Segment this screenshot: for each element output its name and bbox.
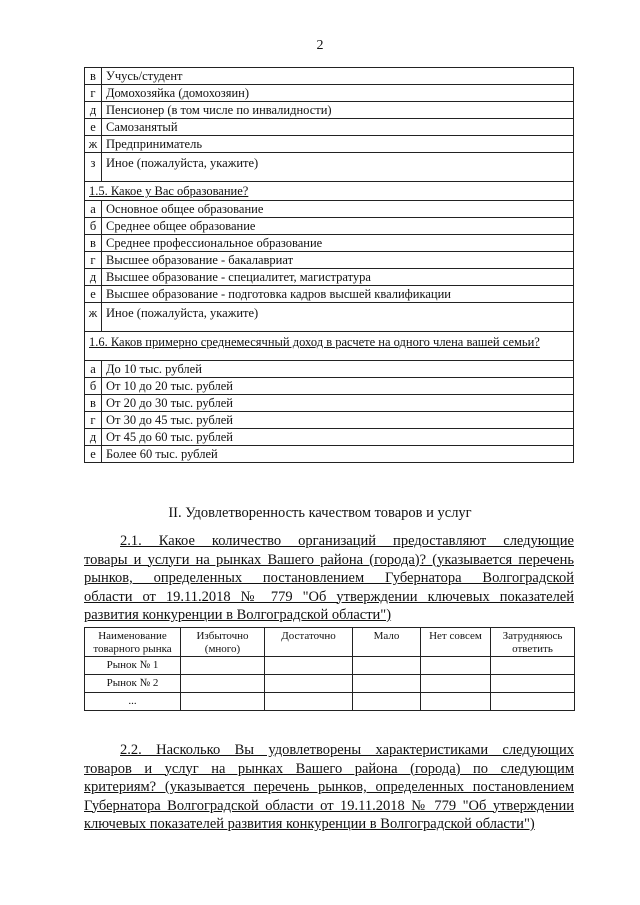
answer-cell[interactable]: [181, 693, 265, 711]
column-header: Наименование товарного рынка: [85, 628, 181, 657]
answer-cell[interactable]: [353, 675, 421, 693]
answer-cell[interactable]: [353, 657, 421, 675]
option-text: Иное (пожалуйста, укажите): [102, 153, 574, 182]
answer-cell[interactable]: [181, 675, 265, 693]
option-letter: ж: [85, 303, 102, 332]
column-header: Затрудняюсь ответить: [491, 628, 575, 657]
option-text: Основное общее образование: [102, 201, 574, 218]
option-row[interactable]: [85, 286, 574, 303]
option-row[interactable]: [85, 201, 574, 218]
option-row[interactable]: [85, 361, 574, 378]
option-row[interactable]: [85, 446, 574, 463]
answer-cell[interactable]: [265, 693, 353, 711]
question-2-2: [84, 741, 574, 834]
paragraph-line: ключевых показателей развития конкуренции в Волгоградской области"): [84, 816, 535, 832]
answer-cell[interactable]: [491, 693, 575, 711]
option-row[interactable]: [85, 102, 574, 119]
option-letter: в: [85, 395, 102, 412]
table-row: [85, 657, 575, 675]
option-text: Самозанятый: [102, 119, 574, 136]
option-letter: е: [85, 446, 102, 463]
option-letter: з: [85, 153, 102, 182]
option-letter: г: [85, 252, 102, 269]
question-1-6: 1.6. Каков примерно среднемесячный доход в расчете на одного члена вашей семьи?: [85, 332, 574, 361]
column-header: Нет совсем: [421, 628, 491, 657]
option-row[interactable]: [85, 412, 574, 429]
question-2-1: [84, 532, 574, 625]
option-text: От 10 до 20 тыс. рублей: [102, 378, 574, 395]
column-header: Избыточно (много): [181, 628, 265, 657]
market-name: Рынок № 1: [85, 657, 181, 675]
column-header: Достаточно: [265, 628, 353, 657]
option-row[interactable]: [85, 235, 574, 252]
option-letter: в: [85, 68, 102, 85]
option-row[interactable]: [85, 85, 574, 102]
question-1-5: 1.5. Какое у Вас образование?: [85, 182, 574, 201]
option-text: От 30 до 45 тыс. рублей: [102, 412, 574, 429]
option-row[interactable]: [85, 68, 574, 85]
option-text: Предприниматель: [102, 136, 574, 153]
market-name: Рынок № 2: [85, 675, 181, 693]
option-row[interactable]: [85, 136, 574, 153]
option-letter: б: [85, 218, 102, 235]
option-letter: ж: [85, 136, 102, 153]
option-letter: б: [85, 378, 102, 395]
answer-cell[interactable]: [181, 657, 265, 675]
option-letter: д: [85, 102, 102, 119]
option-text: Среднее профессиональное образование: [102, 235, 574, 252]
option-letter: д: [85, 269, 102, 286]
answer-cell[interactable]: [421, 675, 491, 693]
option-row[interactable]: [85, 252, 574, 269]
option-row[interactable]: [85, 429, 574, 446]
option-letter: е: [85, 286, 102, 303]
option-row[interactable]: [85, 119, 574, 136]
paragraph-line: области от 19.11.2018 № 779 "Об утверждении ключевых показателей: [84, 588, 574, 605]
answer-cell[interactable]: [353, 693, 421, 711]
answer-cell[interactable]: [265, 657, 353, 675]
option-row[interactable]: [85, 303, 574, 332]
option-letter: д: [85, 429, 102, 446]
option-text: Учусь/студент: [102, 68, 574, 85]
paragraph-line: товары и услуги на рынках Вашего района (города)? (указывается перечень: [84, 551, 574, 568]
column-header: Мало: [353, 628, 421, 657]
option-letter: г: [85, 412, 102, 429]
table-row: [85, 675, 575, 693]
answer-cell[interactable]: [421, 693, 491, 711]
option-row[interactable]: [85, 395, 574, 412]
page-number: 2: [316, 38, 324, 53]
market-name: ...: [85, 693, 181, 711]
option-text: Среднее общее образование: [102, 218, 574, 235]
paragraph-line: Губернатора Волгоградской области от 19.11.2018 № 779 "Об утверждении: [84, 797, 574, 814]
option-row[interactable]: [85, 218, 574, 235]
paragraph-line: рынков, определенных постановлением Губернатора Волгоградской: [84, 570, 574, 586]
option-letter: в: [85, 235, 102, 252]
option-letter: г: [85, 85, 102, 102]
option-row[interactable]: [85, 269, 574, 286]
option-letter: а: [85, 361, 102, 378]
answer-cell[interactable]: [265, 675, 353, 693]
option-text: До 10 тыс. рублей: [102, 361, 574, 378]
answer-cell[interactable]: [491, 675, 575, 693]
option-text: Более 60 тыс. рублей: [102, 446, 574, 463]
option-text: Высшее образование - подготовка кадров высшей квалификации: [102, 286, 574, 303]
survey-options-table: [84, 67, 574, 463]
option-text: Высшее образование - специалитет, магистратура: [102, 269, 574, 286]
option-text: Пенсионер (в том числе по инвалидности): [102, 102, 574, 119]
option-row[interactable]: [85, 153, 574, 182]
paragraph-line: развития конкуренции в Волгоградской области"): [84, 607, 392, 623]
table-row: [85, 693, 575, 711]
option-letter: а: [85, 201, 102, 218]
option-letter: е: [85, 119, 102, 136]
market-rating-table: [84, 627, 575, 711]
option-text: Высшее образование - бакалавриат: [102, 252, 574, 269]
section-title: II. Удовлетворенность качеством товаров и услуг: [168, 505, 472, 521]
option-text: От 20 до 30 тыс. рублей: [102, 395, 574, 412]
paragraph-line: 2.2. Насколько Вы удовлетворены характеристиками следующих: [120, 742, 574, 758]
paragraph-line: товаров и услуг на рынках Вашего района (города) по следующим: [84, 760, 574, 777]
paragraph-line: критериям? (указывается перечень рынков, определенных постановлением: [84, 779, 574, 795]
option-text: Иное (пожалуйста, укажите): [102, 303, 574, 332]
answer-cell[interactable]: [491, 657, 575, 675]
option-text: От 45 до 60 тыс. рублей: [102, 429, 574, 446]
paragraph-line: 2.1. Какое количество организаций предоставляют следующие: [120, 533, 574, 549]
answer-cell[interactable]: [421, 657, 491, 675]
option-row[interactable]: [85, 378, 574, 395]
option-text: Домохозяйка (домохозяин): [102, 85, 574, 102]
